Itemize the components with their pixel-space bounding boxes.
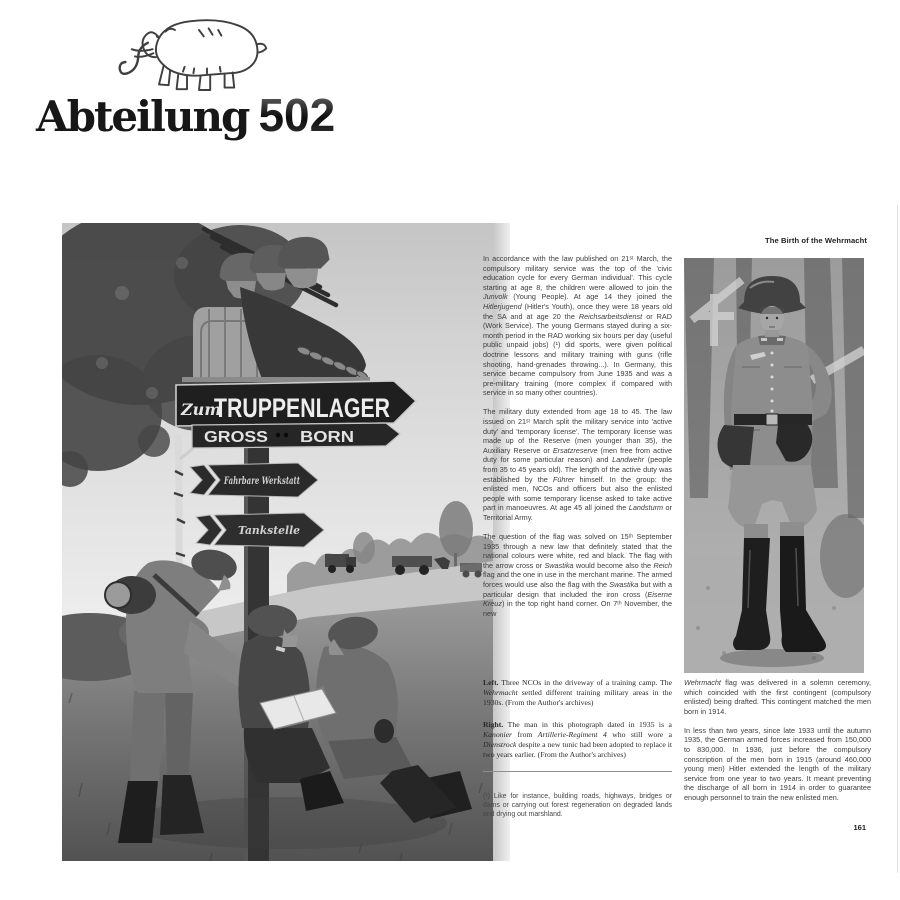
sign-werkstatt-text: Fahrbare Werkstatt xyxy=(223,476,301,487)
caption-left xyxy=(483,678,672,707)
left-page-photo xyxy=(62,223,510,861)
soldier-portrait-photo xyxy=(684,258,864,672)
sign-tankstelle-text: Tankstelle xyxy=(238,524,300,537)
body-column-1 xyxy=(483,254,672,628)
body-column-2 xyxy=(684,678,871,812)
sign-gross-born xyxy=(192,423,400,448)
sign-truppenlager-text: TRUPPENLAGER xyxy=(214,393,390,424)
bread-bag xyxy=(717,425,754,468)
running-header: The Birth of the Wehrmacht xyxy=(764,236,867,245)
caption-left-label: Left. xyxy=(483,678,499,687)
caption-right-text: The man in this photograph dated in 1935 is a Kanonier from Artillerie-Regiment 4 who still wore a Dienstrock despite a new tunic had been adopted to replace it two years earlier. (From the Author's archives) xyxy=(483,720,672,759)
mammoth-icon xyxy=(96,14,302,94)
publisher-logo xyxy=(36,88,356,142)
scan-edge-line xyxy=(897,205,898,873)
paragraph: In accordance with the law published on 21ˢᵗ March, the compulsory military service was the top of the 'civic education cycle for every German individual'. This cycle starting at age 8, the children were allowed to join the Junvolk (Young People). At age 14 they joined the Hitlerjugend (Hitler's Youth), once they were 18 years old the SA and at age 20 the Reichsarbeitsdienst or RAD (Work Service). The young Germans stayed during a six-month period in the RAD working six hours per day (useful public unpaid jobs) (¹) did sports, were given political doctrine lessons and military training with guns (rifle shooting, hand-grenades throwing...). In Germany, this service became compulsory from June 1935 and was a pre-military training (more complex if compared with service in so many other countries). xyxy=(483,254,672,398)
paragraph: In less than two years, since late 1933 until the autumn 1935, the German armed forces increased from 150,000 to 830,000. In 1936, just before the compulsory conscription of the men born in 1915 (around 460,000 young men) Hitler extended the length of the military service from one year to two years. It meant preventing the discharge of all born in 1914 in order to guarantee enough personnel to train the new enlisted men. xyxy=(684,725,871,803)
paragraph: The military duty extended from age 18 to 45. The law issued on 21ˢᵗ March split the military service into 'active duty' and 'temporary license'. The temporary license was made up of the Reserve (men younger than 35), the Auxiliary Reserve or Ersatzreserve (men free from active duty for some particular reason) and Landwehr (people from 35 to 45 years old). The length of the active duty was established by the Führer himself. In the group: the enlisted men, NCOs and officers but also the enlisted people with some temporary license asked to take active part in manoeuvres. At age 45 all joined the Landsturm or Territorial Army. xyxy=(483,407,673,522)
footnote: (¹) Like for instance, building roads, highways, bridges or dams or carrying out forest regeneration on degraded lands and drying out marshland. xyxy=(483,792,672,818)
sign-born-text: BORN xyxy=(300,428,354,447)
sign-zum-text: Zum xyxy=(181,400,222,419)
paragraph: The question of the flag was solved on 15ᵗʰ September 1935 through a new law that definitely stated that the national colours were white, red and black. The flag with the arrow cross or Swastika would become also the Reich flag and the one in use in the merchant marine. The armed forces would use also the flag with the Swastika but with a particular design that included the iron cross (Eiserne Kreuz) in the top right hand corner. On 7ᵗʰ November, the new xyxy=(483,532,672,618)
paragraph: Wehrmacht flag was delivered in a solemn ceremony, which coincided with the first contingent (compulsory enlisted) being drafted. This contingent matched the men born in 1914. xyxy=(684,678,871,716)
page-number: 161 xyxy=(853,823,866,832)
footnote-divider-rule xyxy=(483,771,672,772)
training-camp-photo xyxy=(62,223,493,861)
sign-gross-text: GROSS xyxy=(204,428,268,447)
caption-right xyxy=(483,720,672,759)
caption-left-text: Three NCOs in the driveway of a training camp. The Wehrmacht settled different training military areas in the 1930s. (From the Author's archives) xyxy=(483,678,672,707)
soldier-portrait-svg xyxy=(684,258,864,673)
caption-right-label: Right. xyxy=(483,720,504,730)
sign-truppenlager xyxy=(176,381,416,426)
logo-number-text: 502 xyxy=(258,89,336,141)
photo-captions xyxy=(483,678,672,773)
logo-brand-text: Abteilung xyxy=(36,92,249,141)
